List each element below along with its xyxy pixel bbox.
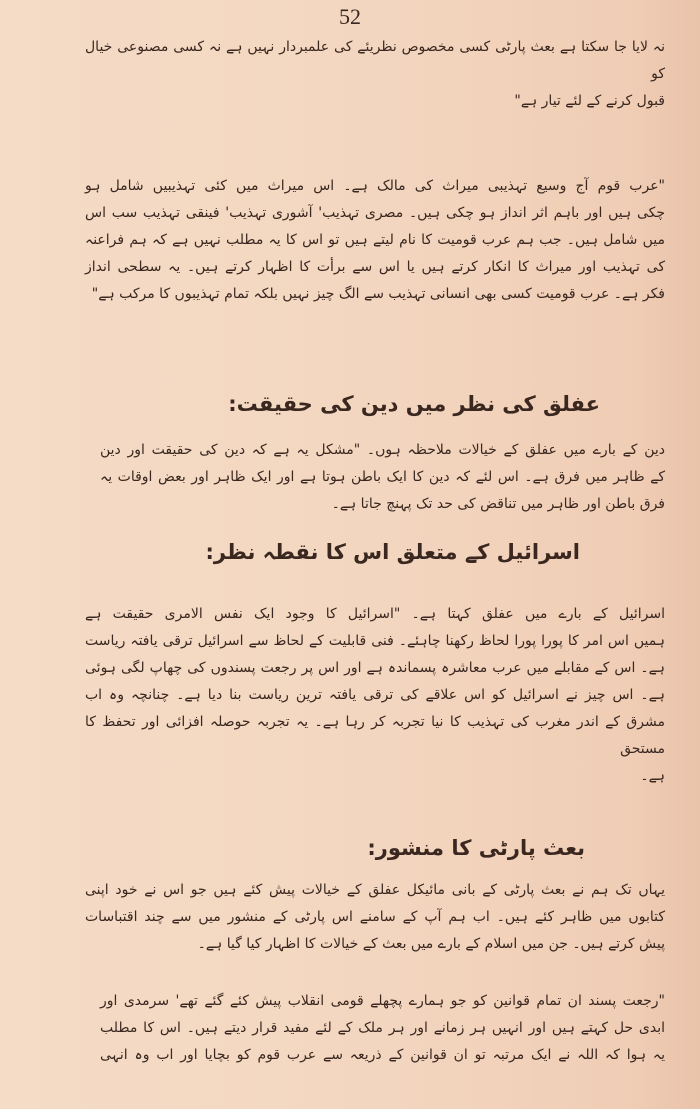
paragraph <box>85 988 665 1069</box>
section-heading: اسرائیل کے متعلق اس کا نقطہ نظر: <box>205 540 580 564</box>
text-line: پیش کرتے ہیں۔ جن میں اسلام کے بارے میں بعث کے خیالات کا اظہار کیا گیا ہے۔ <box>197 936 665 952</box>
page-number: 52 <box>339 4 361 29</box>
text-line: اسرائیل کے بارے میں عفلق کہتا ہے۔ "اسرائیل کا وجود ایک نفس الامری حقیقت ہے <box>85 606 665 622</box>
text-line: یہاں تک ہم نے بعث پارٹی کے بانی مائیکل عفلق کے خیالات پیش کئے ہیں جو اس نے خود اپنی <box>85 882 665 898</box>
text-line: ہے۔ اس کے مقابلے میں عرب معاشرہ پسماندہ ہے اور اس پر رجعت پسندوں کی چھاپ لگی ہوئی <box>85 660 665 676</box>
text-line: ابدی حل کہتے ہیں اور انہیں ہر زمانے اور ہر ملک کے لئے مفید قرار دیتے ہیں۔ اس کا مطلب <box>100 1020 665 1036</box>
text-line: ہے۔ <box>640 768 665 784</box>
text-line: قبول کرنے کے لئے تیار ہے" <box>514 93 665 109</box>
text-line: کے ظاہر میں فرق ہے۔ اس لئے کہ دین کا ایک باطن ہوتا ہے اور ایک ظاہر اور بعض اوقات یہ <box>100 469 665 485</box>
text-line: ہمیں اس امر کا پورا پورا لحاظ رکھنا چاہئے۔ فنی قابلیت کے لحاظ سے اسرائیل ترقی یافتہ ریاست <box>85 633 665 649</box>
text-line: چکی ہیں اور باہم اثر انداز ہو چکی ہیں۔ مصری تہذیب' آشوری تہذیب' فینقی تہذیب سب اس <box>85 205 665 221</box>
text-line: ہے۔ اس چیز نے اسرائیل کو اس علاقے کی ترقی یافتہ ترین ریاست بنا دیا ہے۔ چنانچہ وہ اب <box>85 687 665 703</box>
text-line: مشرق کے اندر مغرب کی تہذیب کا نیا تجربہ کر رہا ہے۔ یہ تجربہ حوصلہ افزائی اور تحفظ کا مستحق <box>85 714 665 757</box>
paragraph <box>85 437 665 518</box>
text-line: "عرب قوم آج وسیع تہذیبی میراث کی مالک ہے۔ اس میراث میں کئی تہذیبیں شامل ہو <box>85 178 665 194</box>
text-line: میں شامل ہیں۔ جب ہم عرب قومیت کا نام لیتے ہیں تو اس کا یہ مطلب نہیں ہے کہ ہم فراعنہ <box>85 232 665 248</box>
text-line: یہ ہوا کہ اللہ نے ایک مرتبہ تو ان قوانین کے ذریعہ سے عرب قوم کو بچایا اور اب وہ انہی <box>100 1047 665 1063</box>
paragraph <box>85 34 665 115</box>
text-line: فکر ہے۔ عرب قومیت کسی بھی انسانی تہذیب سے الگ چیز نہیں بلکہ تمام تہذیبوں کا مرکب ہے" <box>91 286 665 302</box>
paragraph <box>85 601 665 790</box>
section-heading: عفلق کی نظر میں دین کی حقیقت: <box>228 392 600 416</box>
paragraph <box>85 173 665 308</box>
text-line: فرق باطن اور ظاہر میں تناقض کی حد تک پہنچ جاتا ہے۔ <box>331 496 665 512</box>
paragraph <box>85 877 665 958</box>
text-line: کتابوں میں ظاہر کئے ہیں۔ اب ہم آپ کے سامنے اس پارٹی کے منشور میں سے چند اقتباسات <box>85 909 665 925</box>
text-line: نہ لایا جا سکتا ہے بعث پارٹی کسی مخصوص نظریئے کی علمبردار نہیں ہے نہ کسی مصنوعی خیال کو <box>85 39 665 82</box>
text-line: "رجعت پسند ان تمام قوانین کو جو ہمارے پچھلے قومی انقلاب پیش کئے گئے تھے' سرمدی اور <box>100 993 665 1009</box>
section-heading: بعث پارٹی کا منشور: <box>367 836 585 860</box>
text-line: کی تہذیب اور میراث کا انکار کرتے ہیں یا اس سے برأت کا اظہار کرتے ہیں۔ یہ سطحی انداز <box>85 259 665 275</box>
text-line: دین کے بارے میں عفلق کے خیالات ملاحظہ ہوں۔ "مشکل یہ ہے کہ دین کی حقیقت اور دین <box>100 442 665 458</box>
